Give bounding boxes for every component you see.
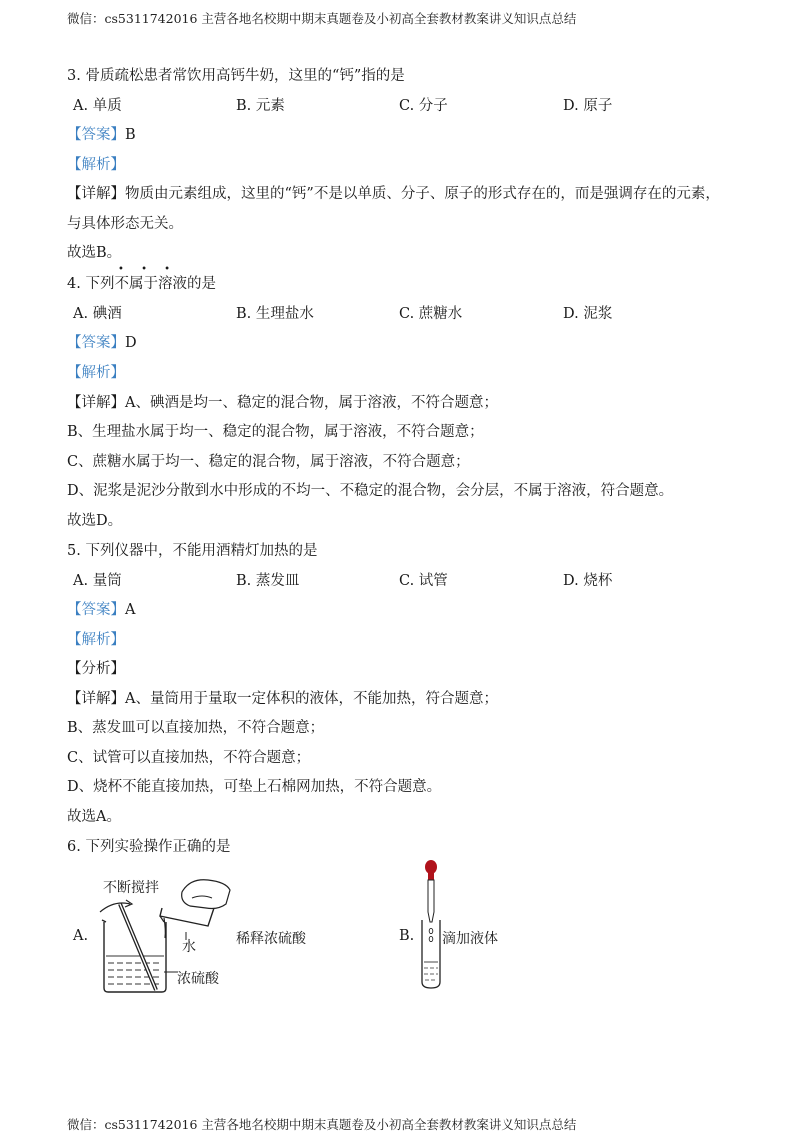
q4-detail-line-1: 【详解】A、碘酒是均一、稳定的混合物，属于溶液，不符合题意； xyxy=(67,395,498,411)
q5-conclusion: 故选A。 xyxy=(67,809,121,825)
dropping-caption: 滴加液体 xyxy=(442,931,498,947)
q3-option-d: D. 原子 xyxy=(563,98,613,114)
q5-answer-line xyxy=(67,598,135,619)
q3-answer-line xyxy=(67,123,136,144)
emphasis-dots: • • • xyxy=(118,264,178,275)
q4-answer: D xyxy=(125,335,137,351)
q5-option-a: A. 量筒 xyxy=(73,573,122,589)
q5-detail-line-1: 【详解】A、量筒用于量取一定体积的液体，不能加热，符合题意； xyxy=(67,691,498,707)
q4-option-c: C. 蔗糖水 xyxy=(399,306,463,322)
acid-dilution-illustration xyxy=(90,860,240,995)
q4-stem: 4. 下列不属于溶液的是 xyxy=(67,276,216,292)
q4-option-b: B. 生理盐水 xyxy=(236,306,314,322)
q5-option-d: D. 烧杯 xyxy=(563,573,613,589)
q4-answer-line xyxy=(67,331,137,352)
answer-tag: 【答案】 xyxy=(67,602,125,618)
q4-detail-line-2: B、生理盐水属于均一、稳定的混合物，属于溶液，不符合题意； xyxy=(67,424,484,440)
q5-analysis-heading: 【分析】 xyxy=(67,661,125,677)
q4-option-a: A. 碘酒 xyxy=(73,306,122,322)
page-footer: 微信：cs5311742016 主营各地名校期中期末真题卷及小初高全套教材教案讲义知识点总结 xyxy=(67,1117,577,1132)
q3-option-c: C. 分子 xyxy=(399,98,448,114)
q4-conclusion: 故选D。 xyxy=(67,513,123,529)
q5-option-c: C. 试管 xyxy=(399,573,448,589)
stir-label: 不断搅拌 xyxy=(103,880,159,896)
q3-detail-line-2: 与具体形态无关。 xyxy=(67,216,183,232)
acid-label: 浓硫酸 xyxy=(177,971,219,987)
q6-option-a-letter: A. xyxy=(73,928,89,944)
q4-analysis-tag: 【解析】 xyxy=(67,365,125,381)
q3-answer: B xyxy=(125,127,136,143)
answer-tag: 【答案】 xyxy=(67,335,125,351)
water-label: 水 xyxy=(182,939,196,955)
q6-option-b-letter: B. xyxy=(399,928,415,944)
q6-stem: 6. 下列实验操作正确的是 xyxy=(67,839,231,855)
q5-detail-line-3: C、试管可以直接加热，不符合题意； xyxy=(67,750,311,766)
q3-stem: 3. 骨质疏松患者常饮用高钙牛奶，这里的“钙”指的是 xyxy=(67,68,405,84)
q3-option-b: B. 元素 xyxy=(236,98,285,114)
q4-option-d: D. 泥浆 xyxy=(563,306,613,322)
dropper-illustration xyxy=(412,858,444,990)
q5-option-b: B. 蒸发皿 xyxy=(236,573,300,589)
q3-analysis-tag: 【解析】 xyxy=(67,157,125,173)
q3-conclusion: 故选B。 xyxy=(67,245,122,261)
q5-detail-line-4: D、烧杯不能直接加热，可垫上石棉网加热，不符合题意。 xyxy=(67,779,442,795)
q5-detail-line-2: B、蒸发皿可以直接加热，不符合题意； xyxy=(67,720,325,736)
q3-option-a: A. 单质 xyxy=(73,98,122,114)
q5-analysis-tag: 【解析】 xyxy=(67,632,125,648)
q3-detail-line-1: 【详解】物质由元素组成，这里的“钙”不是以单质、分子、原子的形式存在的，而是强调存在的元素， xyxy=(67,186,720,202)
q4-detail-line-3: C、蔗糖水属于均一、稳定的混合物，属于溶液，不符合题意； xyxy=(67,454,470,470)
answer-tag: 【答案】 xyxy=(67,127,125,143)
q4-detail-line-4: D、泥浆是泥沙分散到水中形成的不均一、不稳定的混合物，会分层，不属于溶液，符合题意。 xyxy=(67,483,674,499)
q5-answer: A xyxy=(125,602,136,618)
q5-stem: 5. 下列仪器中，不能用酒精灯加热的是 xyxy=(67,543,318,559)
page-header: 微信：cs5311742016 主营各地名校期中期末真题卷及小初高全套教材教案讲义知识点总结 xyxy=(67,11,577,26)
dilution-caption: 稀释浓硫酸 xyxy=(236,931,306,947)
